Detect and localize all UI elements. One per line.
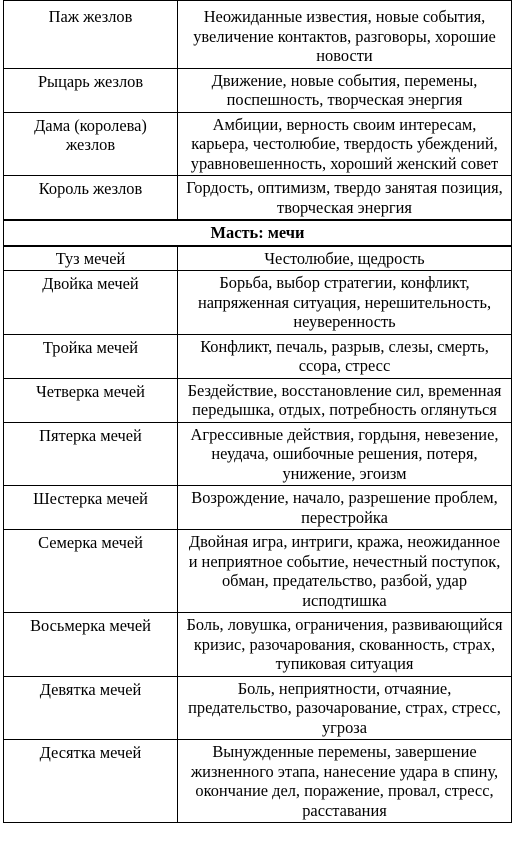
card-meaning-cell: Боль, ловушка, ограничения, развивающийся кризис, разочарования, скованность, страх, тупиковая ситуация bbox=[178, 613, 512, 677]
card-meaning-cell: Двойная игра, интриги, кража, неожиданное и неприятное событие, нечестный поступок, обман, предательство, разбой, удар исподтишка bbox=[178, 530, 512, 613]
card-name-cell: Паж жезлов bbox=[4, 1, 178, 69]
card-meaning-cell: Агрессивные действия, гордыня, невезение, неудача, ошибочные решения, потеря, унижение, эгоизм bbox=[178, 422, 512, 486]
card-meaning-cell: Движение, новые события, перемены, поспешность, творческая энергия bbox=[178, 68, 512, 112]
table-row bbox=[4, 676, 512, 740]
card-name-cell: Восьмерка мечей bbox=[4, 613, 178, 677]
card-name-cell: Рыцарь жезлов bbox=[4, 68, 178, 112]
card-meaning-cell: Гордость, оптимизм, твердо занятая позиция, творческая энергия bbox=[178, 176, 512, 221]
table-body bbox=[4, 1, 512, 823]
card-name-cell: Туз мечей bbox=[4, 246, 178, 271]
table-row bbox=[4, 378, 512, 422]
card-meaning-cell: Борьба, выбор стратегии, конфликт, напряженная ситуация, нерешительность, неуверенность bbox=[178, 271, 512, 335]
card-meaning-cell: Вынужденные перемены, завершение жизненного этапа, нанесение удара в спину, окончание дел, поражение, провал, стресс, расставания bbox=[178, 740, 512, 823]
table-row bbox=[4, 271, 512, 335]
card-name-cell: Семерка мечей bbox=[4, 530, 178, 613]
table-row bbox=[4, 486, 512, 530]
card-meaning-cell: Конфликт, печаль, разрыв, слезы, смерть, ссора, стресс bbox=[178, 334, 512, 378]
card-meaning-cell: Честолюбие, щедрость bbox=[178, 246, 512, 271]
section-row bbox=[4, 220, 512, 246]
table-row bbox=[4, 112, 512, 176]
card-meaning-cell: Бездействие, восстановление сил, временная передышка, отдых, потребность оглянуться bbox=[178, 378, 512, 422]
table-row bbox=[4, 530, 512, 613]
tarot-meanings-table bbox=[3, 0, 512, 823]
section-title: Масть: мечи bbox=[4, 220, 512, 246]
card-meaning-cell: Неожиданные известия, новые события, увеличение контактов, разговоры, хорошие новости bbox=[178, 1, 512, 69]
card-meaning-cell: Амбиции, верность своим интересам, карьера, честолюбие, твердость убеждений, уравновешенность, хороший женский совет bbox=[178, 112, 512, 176]
table-row bbox=[4, 246, 512, 271]
card-meaning-cell: Возрождение, начало, разрешение проблем, перестройка bbox=[178, 486, 512, 530]
table-row bbox=[4, 1, 512, 69]
table-row bbox=[4, 422, 512, 486]
card-name-cell: Шестерка мечей bbox=[4, 486, 178, 530]
table-row bbox=[4, 68, 512, 112]
card-name-cell: Пятерка мечей bbox=[4, 422, 178, 486]
card-name-cell: Тройка мечей bbox=[4, 334, 178, 378]
card-name-cell: Десятка мечей bbox=[4, 740, 178, 823]
card-name-cell: Двойка мечей bbox=[4, 271, 178, 335]
card-name-cell: Четверка мечей bbox=[4, 378, 178, 422]
card-name-cell: Король жезлов bbox=[4, 176, 178, 221]
table-row bbox=[4, 740, 512, 823]
card-meaning-cell: Боль, неприятности, отчаяние, предательство, разочарование, страх, стресс, угроза bbox=[178, 676, 512, 740]
table-row bbox=[4, 613, 512, 677]
table-row bbox=[4, 334, 512, 378]
card-name-cell: Девятка мечей bbox=[4, 676, 178, 740]
table-row bbox=[4, 176, 512, 221]
card-name-cell: Дама (королева) жезлов bbox=[4, 112, 178, 176]
